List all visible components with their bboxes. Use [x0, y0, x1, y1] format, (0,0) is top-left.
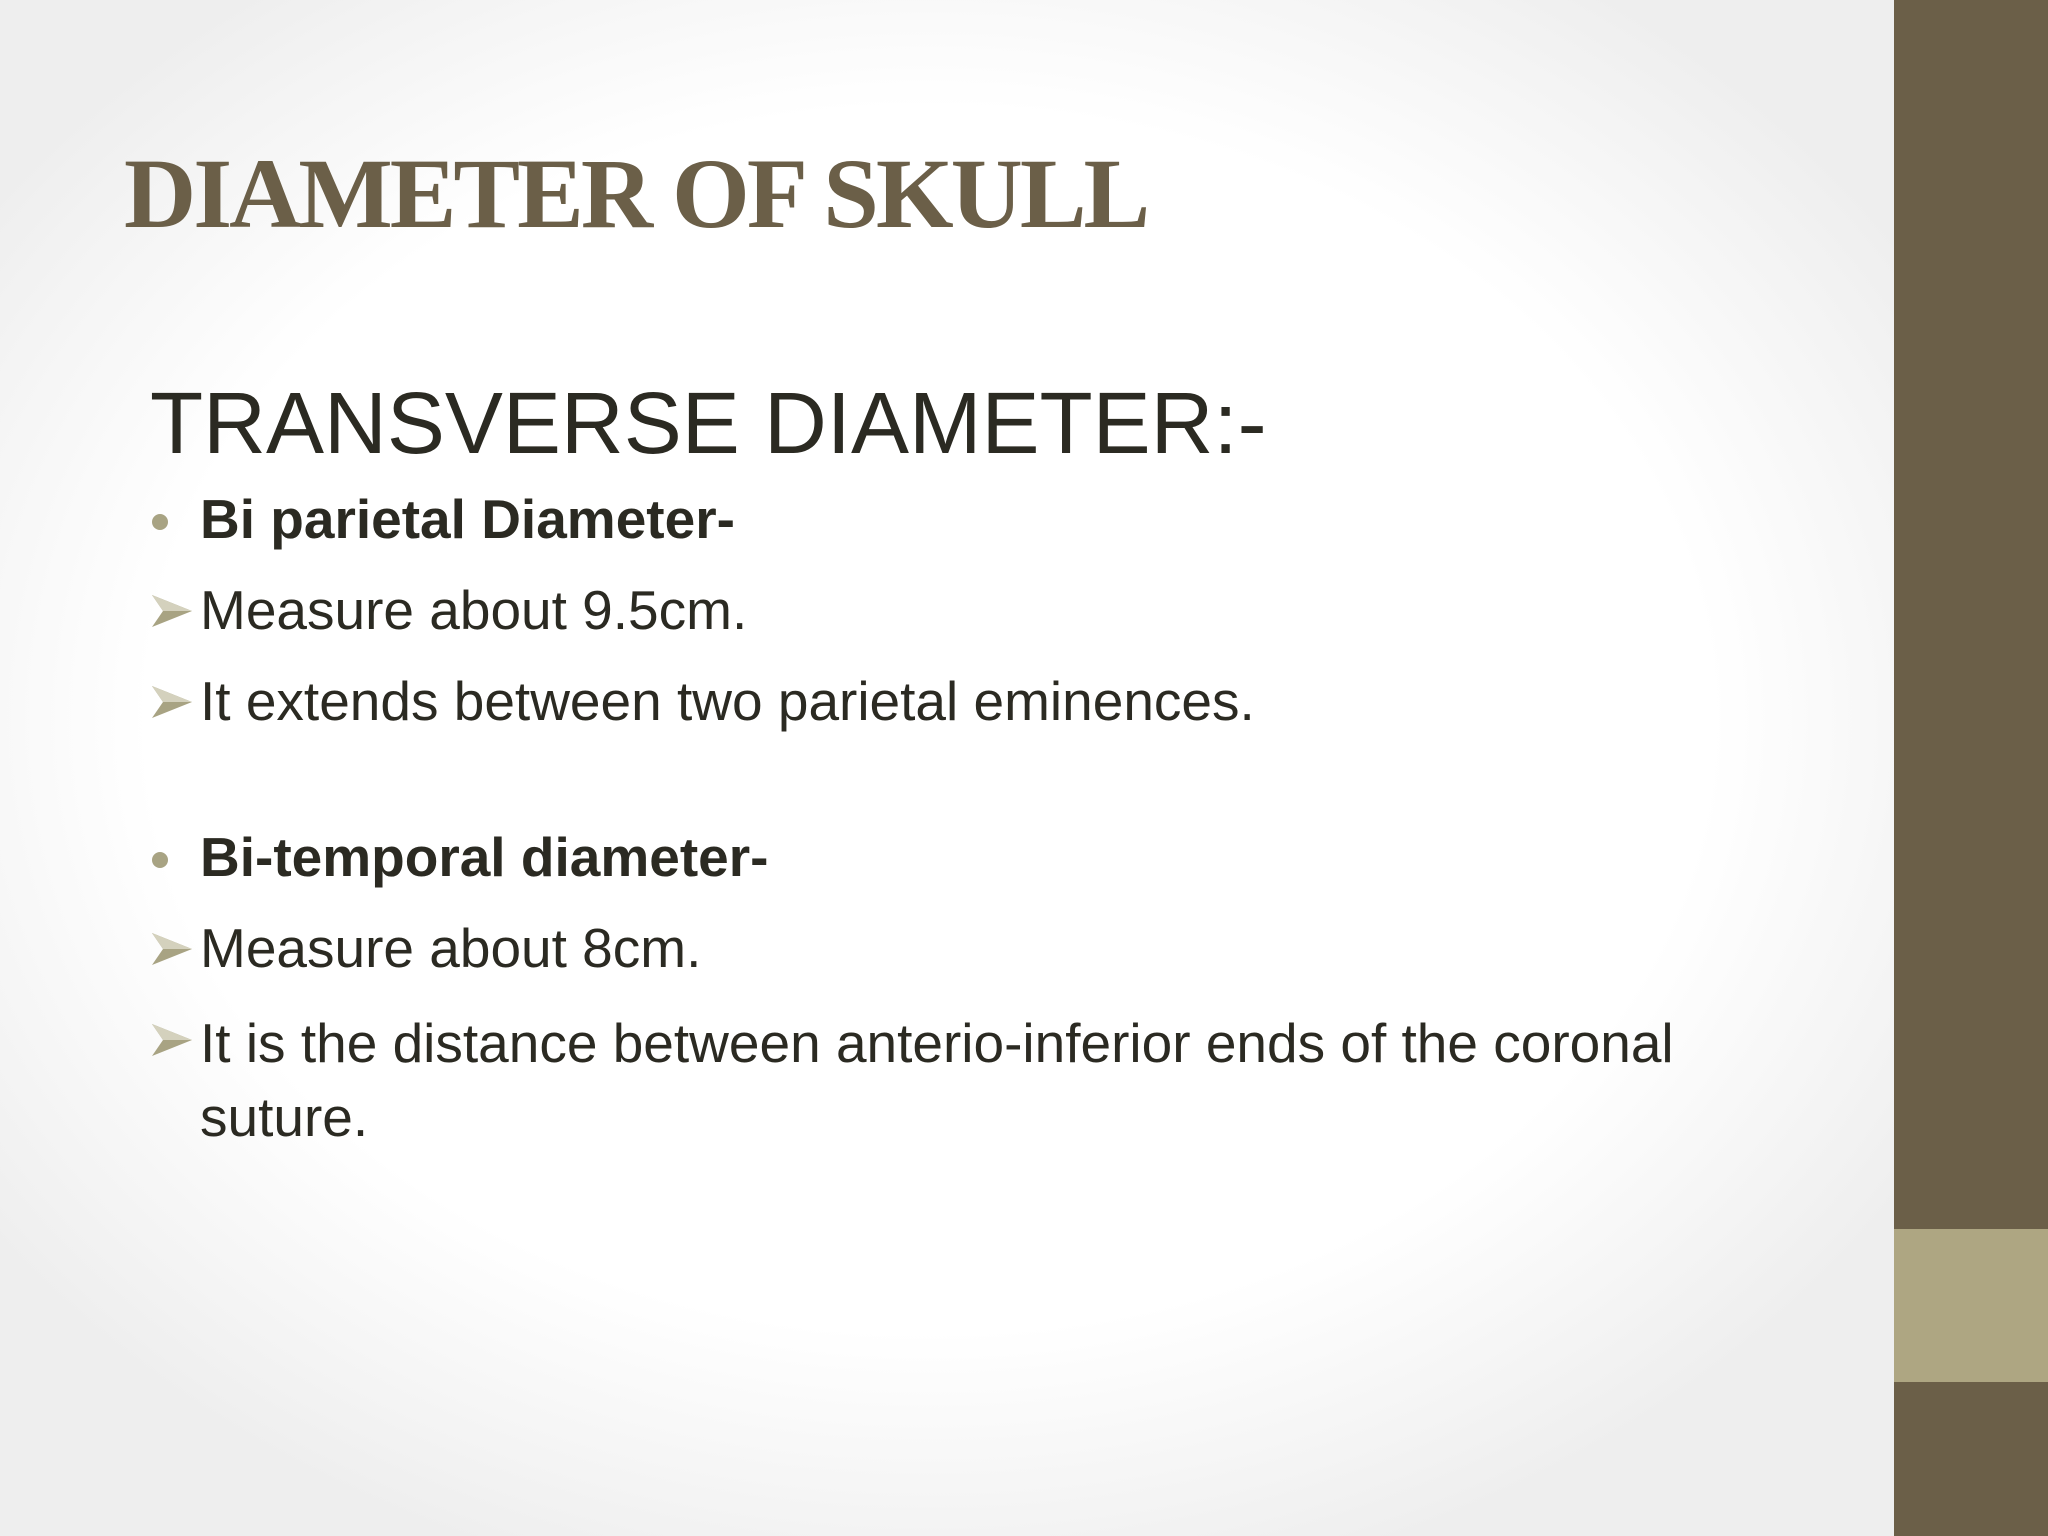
circle-bullet-icon	[150, 824, 200, 890]
arrowhead-bullet-icon	[150, 668, 200, 734]
list-item	[150, 668, 1710, 734]
arrowhead-bullet-icon	[150, 915, 200, 981]
group-heading: Bi-temporal diameter-	[200, 826, 769, 888]
arrowhead-bullet-icon	[150, 577, 200, 643]
slide-content	[150, 372, 1710, 1179]
point-text: Measure about 8cm.	[200, 917, 702, 979]
sidebar-accent-band	[1894, 1229, 2048, 1382]
spacer	[150, 759, 1710, 824]
list-item	[150, 1006, 1710, 1154]
arrowhead-bullet-icon	[150, 1006, 200, 1072]
list-item	[150, 577, 1710, 643]
list-item	[150, 486, 1710, 552]
list-item	[150, 824, 1710, 890]
sidebar-dark-bottom	[1894, 1382, 2048, 1536]
point-text: It extends between two parietal eminences.	[200, 670, 1255, 732]
decorative-sidebar	[1894, 0, 2048, 1536]
circle-bullet-icon	[150, 486, 200, 552]
list-item	[150, 915, 1710, 981]
slide-title: DIAMETER OF SKULL	[124, 138, 1148, 249]
section-heading: TRANSVERSE DIAMETER:-	[150, 375, 1267, 472]
point-text: Measure about 9.5cm.	[200, 579, 748, 641]
point-text: It is the distance between anterio-inferior ends of the coronal suture.	[200, 1012, 1674, 1148]
sidebar-dark-top	[1894, 0, 2048, 1229]
group-heading: Bi parietal Diameter-	[200, 488, 735, 550]
